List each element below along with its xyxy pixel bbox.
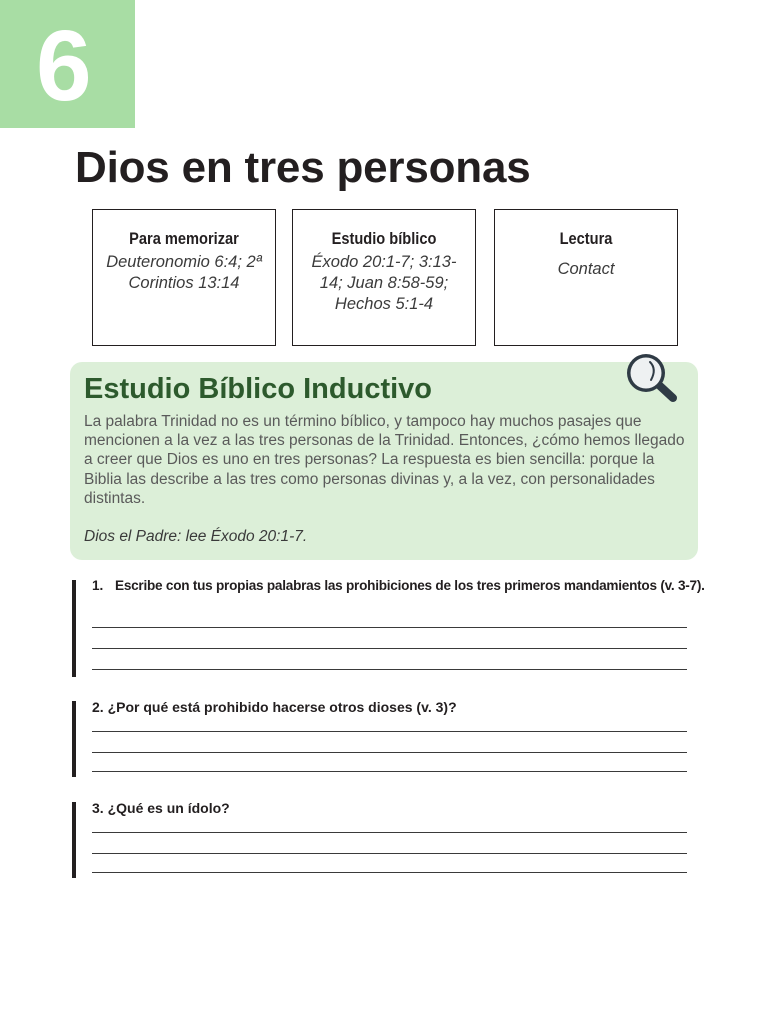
- answer-line[interactable]: [92, 731, 687, 732]
- answer-line[interactable]: [92, 648, 687, 649]
- question-bar: [72, 802, 76, 878]
- lesson-number: 6: [36, 10, 92, 122]
- question-1: [0, 580, 768, 680]
- inductive-study-lead: Dios el Padre: lee Éxodo 20:1-7.: [84, 528, 308, 545]
- reference-heading: Estudio bíblico: [331, 229, 437, 248]
- question-text: Escribe con tus propias palabras las prohibiciones de los tres primeros mandamientos (v. 3-7).: [115, 578, 705, 593]
- page-title: Dios en tres personas: [75, 143, 531, 192]
- reference-box-memorize: [92, 209, 276, 346]
- question-2: [0, 701, 768, 781]
- question-label: ¿Qué es un ídolo?: [107, 800, 230, 816]
- answer-line[interactable]: [92, 771, 687, 772]
- answer-line[interactable]: [92, 832, 687, 833]
- question-number: 3.: [92, 800, 104, 816]
- reference-heading: Para memorizar: [129, 229, 239, 248]
- reference-text: Deuteronomio 6:4; 2ª Corintios 13:14: [106, 253, 262, 292]
- question-text: [92, 799, 692, 817]
- question-number: 2.: [92, 699, 104, 715]
- reference-box-reading: [494, 209, 678, 346]
- answer-line[interactable]: [92, 853, 687, 854]
- question-label: ¿Por qué está prohibido hacerse otros dioses (v. 3)?: [107, 699, 457, 715]
- answer-line[interactable]: [92, 872, 687, 873]
- question-3: [0, 802, 768, 882]
- answer-line[interactable]: [92, 669, 687, 670]
- answer-line[interactable]: [92, 752, 687, 753]
- question-text: [92, 698, 692, 716]
- question-bar: [72, 580, 76, 677]
- inductive-study-title: Estudio Bíblico Inductivo: [84, 373, 432, 405]
- reference-box-bible-study: [292, 209, 476, 346]
- inductive-study-panel: [70, 362, 698, 560]
- question-bar: [72, 701, 76, 777]
- reference-text: Éxodo 20:1-7; 3:13-14; Juan 8:58-59; Hechos 5:1-4: [311, 253, 457, 313]
- reference-text: Contact: [557, 260, 615, 278]
- question-number: 1.: [92, 578, 104, 593]
- reference-heading: Lectura: [559, 229, 613, 248]
- answer-line[interactable]: [92, 627, 687, 628]
- lesson-number-tab: [0, 0, 135, 128]
- inductive-study-body: La palabra Trinidad no es un término bíblico, y tampoco hay muchos pasajes que mencionen a la vez a las tres personas de la Trinidad. Entonces, ¿cómo hemos llegado a creer que Dios es uno en tres personas? La respuesta es bien sencilla: porque la Biblia las describe a las tres como personas divinas y, a la vez, con personalidades distintas.: [84, 413, 685, 507]
- magnifying-glass-icon: [623, 350, 681, 408]
